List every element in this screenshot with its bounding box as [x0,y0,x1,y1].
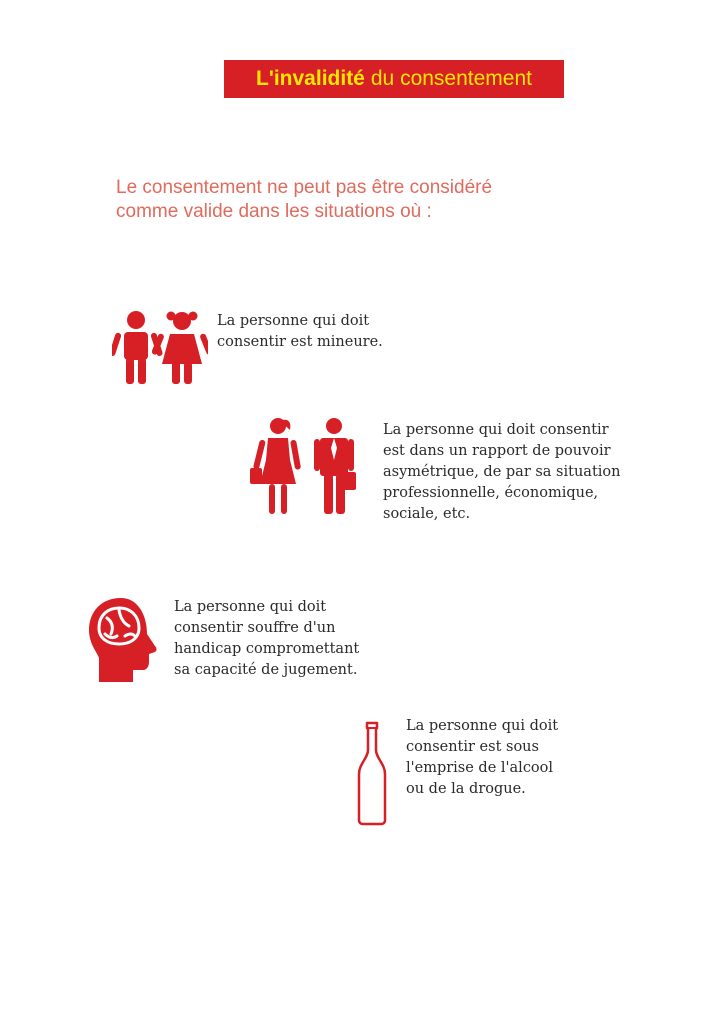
business-people-icon [246,414,358,518]
item-power-text [383,420,620,525]
item-line: consentir souffre d'un [174,620,336,636]
item-line: La personne qui doit [174,599,327,615]
page-title-rest: du consentement [370,67,532,90]
item-line: La personne qui doit [406,718,559,734]
item-line: ou de la drogue. [406,781,526,797]
item-alcohol-text [406,716,558,800]
page-title-bold: L'invalidité [256,67,365,90]
item-line: asymétrique, de par sa situation [383,464,621,480]
item-line: sa capacité de jugement. [174,662,358,678]
intro-line-2: comme valide dans les situations où : [116,201,432,222]
item-line: est dans un rapport de pouvoir [383,443,611,459]
item-line: consentir est mineure. [217,334,383,350]
item-line: sociale, etc. [383,506,471,522]
item-minor-text [217,311,383,353]
children-icon [112,308,208,388]
item-line: professionnelle, économique, [383,485,599,501]
item-line: La personne qui doit [217,313,370,329]
head-brain-icon [85,596,161,686]
item-line: consentir est sous [406,739,539,755]
intro-text [116,176,536,224]
item-disability-text [174,597,359,681]
bottle-icon [355,720,389,828]
item-line: handicap compromettant [174,641,360,657]
intro-line-1: Le consentement ne peut pas être considéré [116,177,493,198]
item-line: l'emprise de l'alcool [406,760,554,776]
item-line: La personne qui doit consentir [383,422,609,438]
page-title [224,60,564,98]
